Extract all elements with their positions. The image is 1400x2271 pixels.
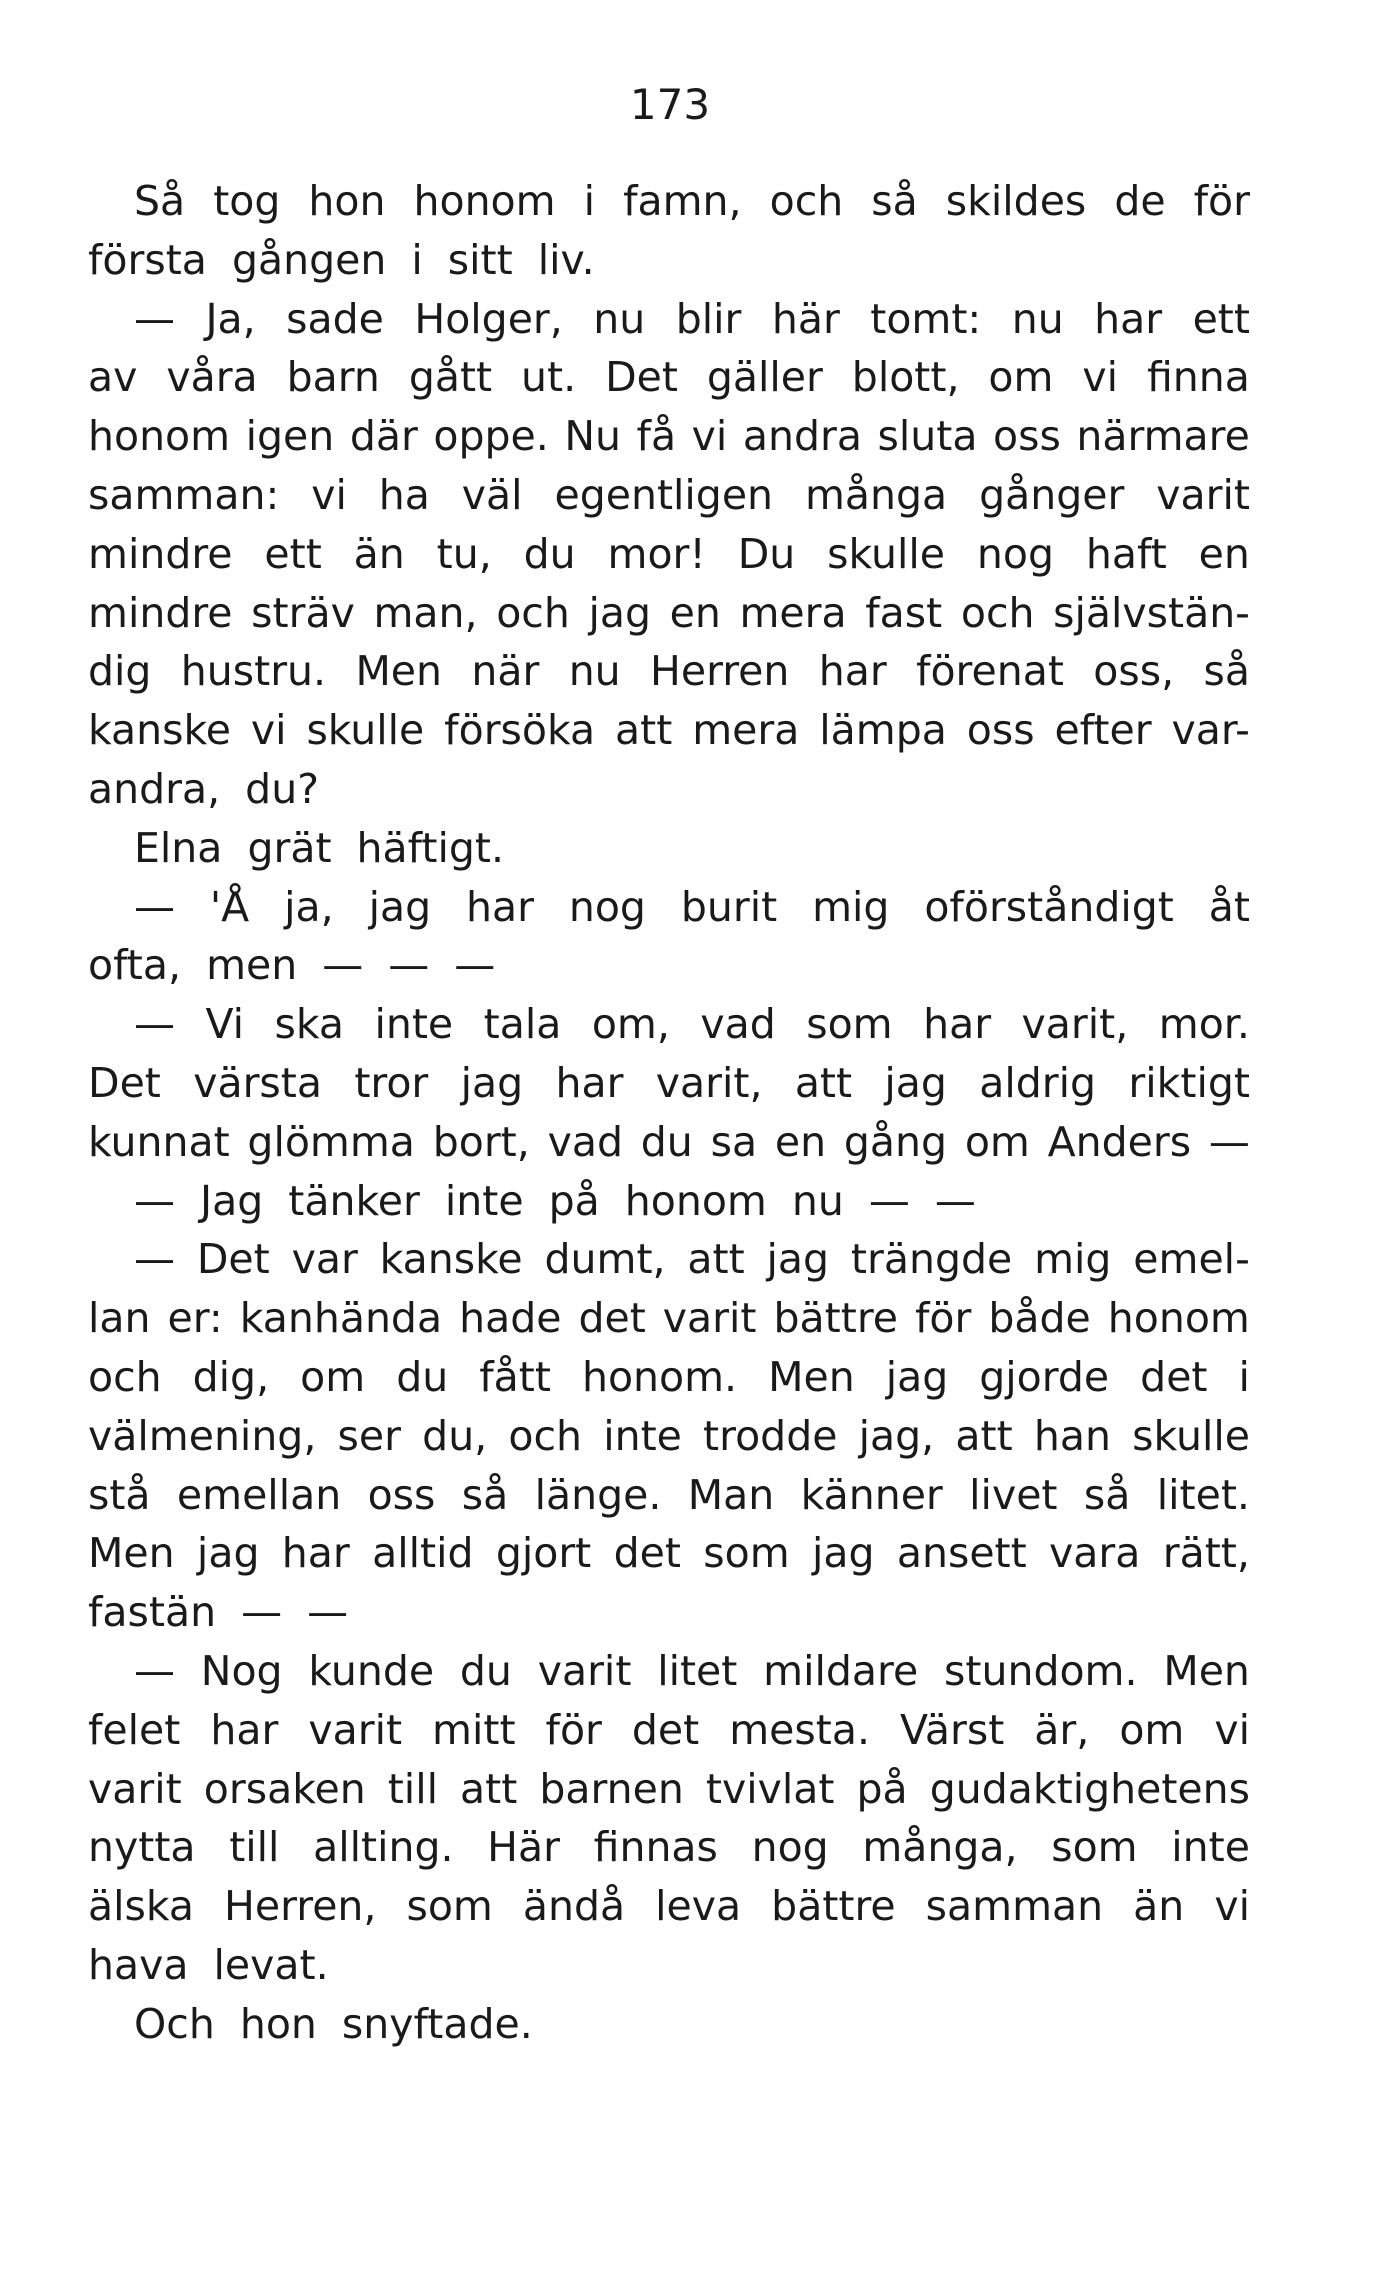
word: nog <box>751 1823 829 1872</box>
word: jag <box>811 1529 875 1578</box>
word: Nog <box>200 1646 283 1695</box>
word: en <box>669 588 721 637</box>
word: — <box>1208 1117 1250 1166</box>
word: tvivlat <box>705 1764 835 1813</box>
word: nu <box>593 294 646 343</box>
word: trängde <box>850 1235 1013 1284</box>
text-line <box>88 525 1250 584</box>
word: ändå <box>522 1882 626 1931</box>
word: dig, <box>192 1352 270 1401</box>
word: och <box>960 588 1035 637</box>
word: mindre <box>88 529 233 578</box>
text-line: hava levat. <box>88 1940 329 1989</box>
word: sträv <box>251 588 355 637</box>
word: älska <box>88 1882 195 1931</box>
word: inte <box>1171 1823 1250 1872</box>
word: gäller <box>706 353 823 402</box>
word: oss <box>993 412 1061 461</box>
word: orsaken <box>203 1764 366 1813</box>
text-line <box>88 1289 1250 1348</box>
word: allting. <box>313 1823 454 1872</box>
word: mor! <box>607 529 706 578</box>
word: av <box>88 353 138 402</box>
word: än <box>353 529 405 578</box>
word: var <box>291 1235 358 1284</box>
word: mera <box>692 706 800 755</box>
word: blir <box>675 294 742 343</box>
word: mera <box>739 588 847 637</box>
word: glömma <box>247 1117 415 1166</box>
word: som <box>806 1000 893 1049</box>
word: länge. <box>534 1470 662 1519</box>
word: skulle <box>827 529 946 578</box>
word: rätt, <box>1162 1529 1250 1578</box>
word: om <box>1119 1705 1185 1754</box>
text-line <box>88 172 1250 231</box>
word: så <box>461 1470 509 1519</box>
word: gudaktighetens <box>929 1764 1250 1813</box>
word: ha <box>378 470 430 519</box>
word: tror <box>354 1058 429 1107</box>
word: livet <box>969 1470 1058 1519</box>
word: barn <box>286 353 380 402</box>
word: är, <box>1034 1705 1090 1754</box>
word: Holger, <box>414 294 563 343</box>
word: mildare <box>763 1646 919 1695</box>
word: bort, <box>432 1117 530 1166</box>
word: har <box>466 882 534 931</box>
word: igen <box>245 412 335 461</box>
word: försöka <box>444 706 596 755</box>
word: det <box>631 1705 700 1754</box>
word: Herren, <box>224 1882 377 1931</box>
word: kanhända <box>239 1294 443 1343</box>
word: nu <box>1011 294 1064 343</box>
word: för <box>915 1294 972 1343</box>
word: alltid <box>372 1529 474 1578</box>
word: har <box>555 1058 624 1107</box>
text-line <box>88 466 1250 525</box>
word: honom <box>413 177 556 225</box>
word: du <box>523 529 576 578</box>
word: samman: <box>88 470 280 519</box>
text-line <box>88 1113 1250 1172</box>
word: om <box>988 353 1054 402</box>
word: inte <box>603 1411 682 1460</box>
word: där <box>349 412 418 461</box>
word: emellan <box>176 1470 342 1519</box>
word: 'Å <box>209 882 250 931</box>
word: hustru. <box>180 647 327 696</box>
text-line <box>88 584 1250 643</box>
word: mig <box>812 882 890 931</box>
word: i <box>1238 1352 1250 1401</box>
word: så <box>1083 1470 1131 1519</box>
word: ser <box>337 1411 401 1460</box>
word: det <box>613 1529 681 1578</box>
word: litet. <box>1156 1470 1250 1519</box>
word: gånger <box>979 470 1125 519</box>
word: skulle <box>306 706 425 755</box>
word: nog <box>976 529 1054 578</box>
word: Nu <box>564 412 621 461</box>
word: honom. <box>581 1352 738 1401</box>
word: om, <box>591 1000 670 1049</box>
text-line <box>88 1760 1250 1819</box>
text-line <box>88 1877 1250 1936</box>
word: Här <box>487 1823 560 1872</box>
text-line <box>88 1524 1250 1583</box>
word: och <box>769 177 844 225</box>
word: gjort <box>495 1529 592 1578</box>
word: lämpa <box>819 706 947 755</box>
word: finna <box>1146 353 1250 402</box>
word: ett <box>264 529 322 578</box>
word: om <box>300 1352 366 1401</box>
word: dumt, <box>544 1235 666 1284</box>
word: Men <box>1163 1646 1250 1695</box>
word: Ja, <box>205 294 256 343</box>
text-line <box>88 878 1250 937</box>
text-line <box>88 1818 1250 1877</box>
word: trodde <box>703 1411 838 1460</box>
word: och <box>508 1411 583 1460</box>
word: — <box>134 294 175 343</box>
word: välmening, <box>88 1411 317 1460</box>
word: oss <box>966 706 1035 755</box>
word: varit <box>308 1705 403 1754</box>
text-line <box>88 290 1250 349</box>
word: när <box>471 647 540 696</box>
word: Värst <box>900 1705 1005 1754</box>
word: har <box>281 1529 350 1578</box>
word: tomt: <box>870 294 982 343</box>
text-line <box>88 1348 1250 1407</box>
text-line <box>88 701 1250 760</box>
word: Men <box>768 1352 855 1401</box>
text-line <box>88 1407 1250 1466</box>
text-line: Elna grät häftigt. <box>134 823 504 872</box>
word: vad <box>547 1117 623 1166</box>
word: Du <box>737 529 796 578</box>
body-text <box>88 172 1250 2054</box>
word: nytta <box>88 1823 196 1872</box>
word: nog <box>568 882 646 931</box>
word: vi <box>1082 353 1119 402</box>
word: vara <box>1049 1529 1141 1578</box>
word: barnen <box>539 1764 684 1813</box>
word: litet <box>657 1646 738 1695</box>
word: emel- <box>1133 1235 1250 1284</box>
word: oss, <box>1093 647 1175 696</box>
word: och <box>496 588 570 637</box>
word: jag <box>196 1529 260 1578</box>
word: fast <box>865 588 943 637</box>
word: Det <box>88 1058 161 1107</box>
text-line <box>88 1054 1250 1113</box>
text-line <box>88 642 1250 701</box>
word: stå <box>88 1470 151 1519</box>
word: man, <box>373 588 478 637</box>
word: ja, <box>284 882 334 931</box>
word: Men <box>88 1529 175 1578</box>
word: gått <box>408 353 493 402</box>
word: det <box>1140 1352 1208 1401</box>
word: tala <box>483 1000 562 1049</box>
word: famn, <box>623 177 742 225</box>
word: Så <box>134 177 186 225</box>
word: många <box>804 470 948 519</box>
word: till <box>387 1764 438 1813</box>
word: mesta. <box>729 1705 870 1754</box>
word: att <box>955 1411 1013 1460</box>
word: hade <box>459 1294 562 1343</box>
word: var- <box>1171 706 1250 755</box>
text-line <box>88 1230 1250 1289</box>
word: Anders <box>1047 1117 1192 1166</box>
word: — <box>134 1000 175 1049</box>
word: bättre <box>773 1294 898 1343</box>
word: felet <box>88 1705 181 1754</box>
word: ut. <box>521 353 577 402</box>
word: mor. <box>1158 1000 1250 1049</box>
word: efter <box>1054 706 1152 755</box>
word: gjorde <box>979 1352 1110 1401</box>
word: många, <box>862 1823 1018 1872</box>
word: inte <box>374 1000 454 1049</box>
word: kanske <box>379 1235 523 1284</box>
word: har <box>210 1705 279 1754</box>
word: mindre <box>88 588 233 637</box>
word: ansett <box>896 1529 1027 1578</box>
word: det <box>578 1294 646 1343</box>
word: så <box>1203 647 1250 696</box>
word: varit, <box>655 1058 763 1107</box>
word: ska <box>274 1000 344 1049</box>
word: tog <box>213 177 281 225</box>
word: — <box>134 1646 175 1695</box>
word: vi <box>1214 1705 1250 1754</box>
word: samman <box>925 1882 1104 1931</box>
word: han <box>1033 1411 1111 1460</box>
word: här <box>771 294 840 343</box>
word: jag <box>885 1352 949 1401</box>
word: kunde <box>308 1646 435 1695</box>
word: sa <box>710 1117 758 1166</box>
word: skildes <box>945 177 1087 225</box>
word: honom <box>1107 1294 1250 1343</box>
word: om <box>964 1117 1030 1166</box>
word: jag, <box>858 1411 935 1460</box>
word: skulle <box>1132 1411 1250 1460</box>
word: har <box>923 1000 992 1049</box>
word: i <box>583 177 596 225</box>
word: du <box>640 1117 693 1166</box>
text-line <box>88 1466 1250 1525</box>
word: jag <box>766 1235 830 1284</box>
word: att <box>687 1235 745 1284</box>
word: finnas <box>593 1823 718 1872</box>
word: för <box>1193 177 1250 225</box>
text-line: ofta, men — — — <box>88 941 496 990</box>
word: aldrig <box>979 1058 1097 1107</box>
word: att <box>615 706 673 755</box>
word: att <box>460 1764 518 1813</box>
word: har <box>1094 294 1163 343</box>
word: förenat <box>916 647 1064 696</box>
word: en <box>1198 529 1250 578</box>
word: bättre <box>771 1882 896 1931</box>
text-line <box>88 1701 1250 1760</box>
word: mig <box>1034 1235 1112 1284</box>
word: tu, <box>436 529 492 578</box>
word: Det <box>196 1235 270 1284</box>
word: närmare <box>1076 412 1250 461</box>
word: vad <box>700 1000 776 1049</box>
word: de <box>1114 177 1166 225</box>
word: jag <box>588 588 651 637</box>
word: har <box>818 647 887 696</box>
word: du <box>459 1646 512 1695</box>
word: kunnat <box>88 1117 230 1166</box>
word: till <box>229 1823 280 1872</box>
text-line <box>88 995 1250 1054</box>
word: för <box>545 1705 602 1754</box>
word: värsta <box>193 1058 322 1107</box>
text-line <box>88 407 1250 466</box>
word: — <box>134 1235 175 1284</box>
word: — <box>134 882 175 931</box>
word: som <box>406 1882 493 1931</box>
word: haft <box>1085 529 1167 578</box>
word: hon <box>308 177 386 225</box>
word: att <box>794 1058 853 1107</box>
text-line: Och hon snyftade. <box>134 1999 533 2048</box>
word: vi <box>250 706 287 755</box>
word: jag <box>884 1058 947 1107</box>
word: varit <box>662 1294 757 1343</box>
word: som <box>703 1529 790 1578</box>
word: vi <box>691 412 728 461</box>
page-number: 173 <box>629 80 711 129</box>
word: burit <box>680 882 778 931</box>
word: vi <box>311 470 347 519</box>
word: få <box>636 412 677 461</box>
word: oppe. <box>433 412 549 461</box>
text-line: — Jag tänker inte på honom nu — — <box>134 1176 976 1225</box>
word: du, <box>422 1411 488 1460</box>
text-line <box>88 1642 1250 1701</box>
word: våra <box>166 353 258 402</box>
word: lan <box>88 1294 151 1343</box>
word: kanske <box>88 706 231 755</box>
word: varit <box>88 1764 182 1813</box>
word: självstän- <box>1053 588 1250 637</box>
word: egentligen <box>554 470 774 519</box>
text-line <box>88 348 1250 407</box>
word: sluta <box>877 412 978 461</box>
word: Herren <box>650 647 790 696</box>
text-line: fastän — — <box>88 1588 349 1637</box>
word: Men <box>355 647 443 696</box>
word: gång <box>843 1117 948 1166</box>
word: jag <box>368 882 432 931</box>
word: stundom. <box>944 1646 1138 1695</box>
word: dig <box>88 647 152 696</box>
word: Det <box>605 353 678 402</box>
word: både <box>988 1294 1091 1343</box>
word: nu <box>568 647 621 696</box>
word: du <box>396 1352 449 1401</box>
word: på <box>856 1764 908 1813</box>
text-line: första gången i sitt liv. <box>88 235 595 284</box>
word: ett <box>1192 294 1250 343</box>
word: riktigt <box>1128 1058 1250 1107</box>
word: andra <box>742 412 862 461</box>
word: leva <box>655 1882 742 1931</box>
word: som <box>1051 1823 1138 1872</box>
word: mitt <box>432 1705 516 1754</box>
word: en <box>774 1117 827 1166</box>
word: och <box>88 1352 162 1401</box>
word: oförståndigt <box>924 882 1174 931</box>
word: Vi <box>205 1000 245 1049</box>
word: väl <box>461 470 523 519</box>
word: känner <box>800 1470 943 1519</box>
word: sade <box>286 294 384 343</box>
word: jag <box>460 1058 524 1107</box>
word: oss <box>367 1470 436 1519</box>
word: Man <box>687 1470 775 1519</box>
word: åt <box>1208 882 1250 931</box>
word: blott, <box>851 353 960 402</box>
word: än <box>1133 1882 1185 1931</box>
word: fått <box>479 1352 551 1401</box>
word: varit <box>1156 470 1250 519</box>
word: honom <box>88 412 231 461</box>
word: varit <box>537 1646 632 1695</box>
text-line: andra, du? <box>88 764 319 813</box>
word: så <box>871 177 918 225</box>
word: er: <box>167 1294 223 1343</box>
word: varit, <box>1021 1000 1129 1049</box>
word: vi <box>1214 1882 1250 1931</box>
